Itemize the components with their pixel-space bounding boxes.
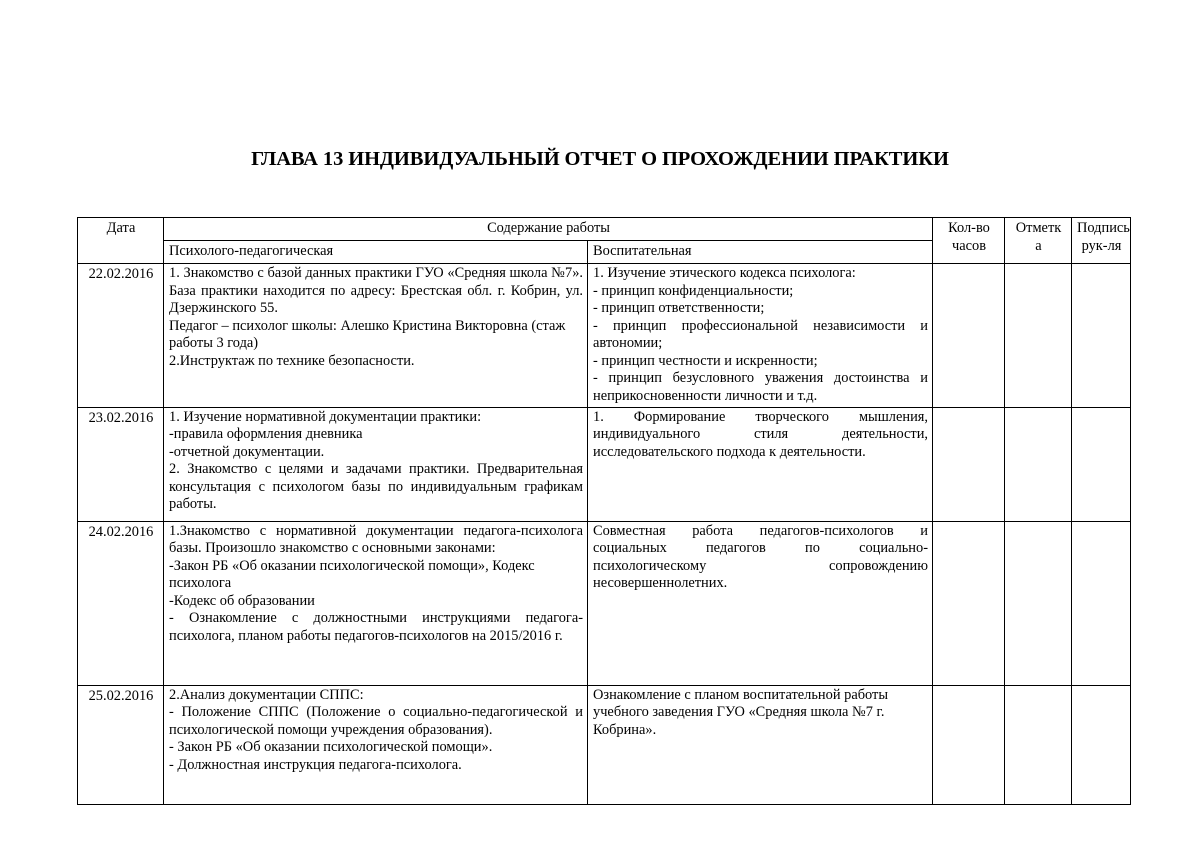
cell-educational	[588, 685, 933, 804]
table-row	[78, 407, 1131, 521]
column-header-mark-line1: Отметк	[1015, 220, 1062, 236]
cell-educational	[588, 407, 933, 521]
cell-paragraph: 2.Инструктаж по технике безопасности.	[169, 352, 415, 369]
table-row	[78, 521, 1131, 685]
cell-date: 24.02.2016	[78, 521, 164, 685]
cell-signature[interactable]	[1072, 521, 1131, 685]
cell-paragraph: 2. Знакомство с целями и задачами практики. Предварительная консультация с психологом базы по индивидуальным графикам работы.	[169, 461, 583, 513]
column-header-hours-line1: Кол-во	[948, 220, 990, 236]
cell-paragraph: Ознакомление с планом воспитательной работы учебного заведения ГУО «Средняя школа №7 г. Кобрина».	[593, 686, 888, 738]
column-header-signature-line1: Подпись	[1077, 220, 1130, 236]
cell-paragraph: - принцип профессиональной независимости и автономии;	[593, 317, 928, 352]
table-body	[78, 264, 1131, 805]
column-header-content: Содержание работы	[164, 218, 933, 241]
cell-date: 22.02.2016	[78, 264, 164, 408]
cell-paragraph: -правила оформления дневника	[169, 426, 363, 443]
practice-report-table	[77, 217, 1131, 805]
column-header-mark-line2: а	[1035, 238, 1042, 254]
cell-paragraph: - принцип конфиденциальности;	[593, 282, 794, 299]
cell-educational	[588, 264, 933, 408]
cell-paragraph: - Должностная инструкция педагога-психолога.	[169, 756, 462, 773]
cell-paragraph: -отчетной документации.	[169, 443, 325, 460]
column-header-hours-line2: часов	[951, 238, 986, 254]
cell-paragraph: -Кодекс об образовании	[169, 592, 315, 609]
cell-paragraph: - Закон РБ «Об оказании психологической помощи».	[169, 739, 493, 756]
cell-paragraph: 1.Знакомство с нормативной документации педагога-психолога базы. Произошло знакомство с основными законами:	[169, 522, 583, 557]
cell-paragraph: Совместная работа педагогов-психологов и социальных педагогов по социально-психологическому сопровождению несовершеннолетних.	[593, 522, 928, 592]
cell-signature[interactable]	[1072, 264, 1131, 408]
cell-signature[interactable]	[1072, 685, 1131, 804]
cell-date: 23.02.2016	[78, 407, 164, 521]
cell-mark[interactable]	[1005, 264, 1072, 408]
page-title: ГЛАВА 13 ИНДИВИДУАЛЬНЫЙ ОТЧЕТ О ПРОХОЖДЕНИИ ПРАКТИКИ	[251, 148, 949, 170]
cell-mark[interactable]	[1005, 521, 1072, 685]
cell-paragraph: 2.Анализ документации СППС:	[169, 686, 364, 703]
cell-paragraph: 1. Изучение этического кодекса психолога:	[593, 265, 856, 281]
column-header-psychological: Психолого-педагогическая	[164, 241, 588, 264]
cell-mark[interactable]	[1005, 407, 1072, 521]
cell-paragraph: Педагог – психолог школы: Алешко Кристина Викторовна (стаж работы 3 года)	[169, 317, 566, 352]
cell-paragraph: 1. Изучение нормативной документации практики:	[169, 408, 482, 425]
cell-mark[interactable]	[1005, 685, 1072, 804]
cell-paragraph: 1. Знакомство с базой данных практики ГУО «Средняя школа №7». База практики находится по адресу: Брестская обл. г. Кобрин, ул. Дзержинского 55.	[169, 265, 583, 317]
cell-psychological	[164, 685, 588, 804]
cell-signature[interactable]	[1072, 407, 1131, 521]
table-header	[78, 218, 1131, 264]
column-header-educational: Воспитательная	[588, 241, 933, 264]
column-header-mark	[1005, 218, 1072, 264]
cell-hours[interactable]	[933, 521, 1005, 685]
cell-hours[interactable]	[933, 685, 1005, 804]
cell-hours[interactable]	[933, 264, 1005, 408]
column-header-hours	[933, 218, 1005, 264]
cell-psychological	[164, 521, 588, 685]
column-header-signature-line2: рук-ля	[1081, 238, 1122, 254]
cell-hours[interactable]	[933, 407, 1005, 521]
table-row	[78, 264, 1131, 408]
cell-paragraph: -Закон РБ «Об оказании психологической помощи», Кодекс психолога	[169, 557, 535, 592]
column-header-signature	[1072, 218, 1131, 264]
cell-psychological	[164, 407, 588, 521]
column-header-date: Дата	[78, 218, 164, 264]
cell-paragraph: - принцип честности и искренности;	[593, 352, 818, 369]
cell-date: 25.02.2016	[78, 685, 164, 804]
cell-psychological	[164, 264, 588, 408]
cell-paragraph: 1. Формирование творческого мышления, индивидуального стиля деятельности, исследовательского подхода к деятельности.	[593, 408, 928, 460]
table-header-row-main	[78, 218, 1131, 241]
table-row	[78, 685, 1131, 804]
cell-paragraph: - Положение СППС (Положение о социально-педагогической и психологической помощи учреждения образования).	[169, 704, 583, 738]
cell-paragraph: - принцип безусловного уважения достоинства и неприкосновенности личности и т.д.	[593, 370, 928, 404]
cell-paragraph: - принцип ответственности;	[593, 300, 765, 317]
cell-paragraph: - Ознакомление с должностными инструкциями педагога-психолога, планом работы педагогов-психологов на 2015/2016 г.	[169, 610, 583, 644]
cell-educational	[588, 521, 933, 685]
